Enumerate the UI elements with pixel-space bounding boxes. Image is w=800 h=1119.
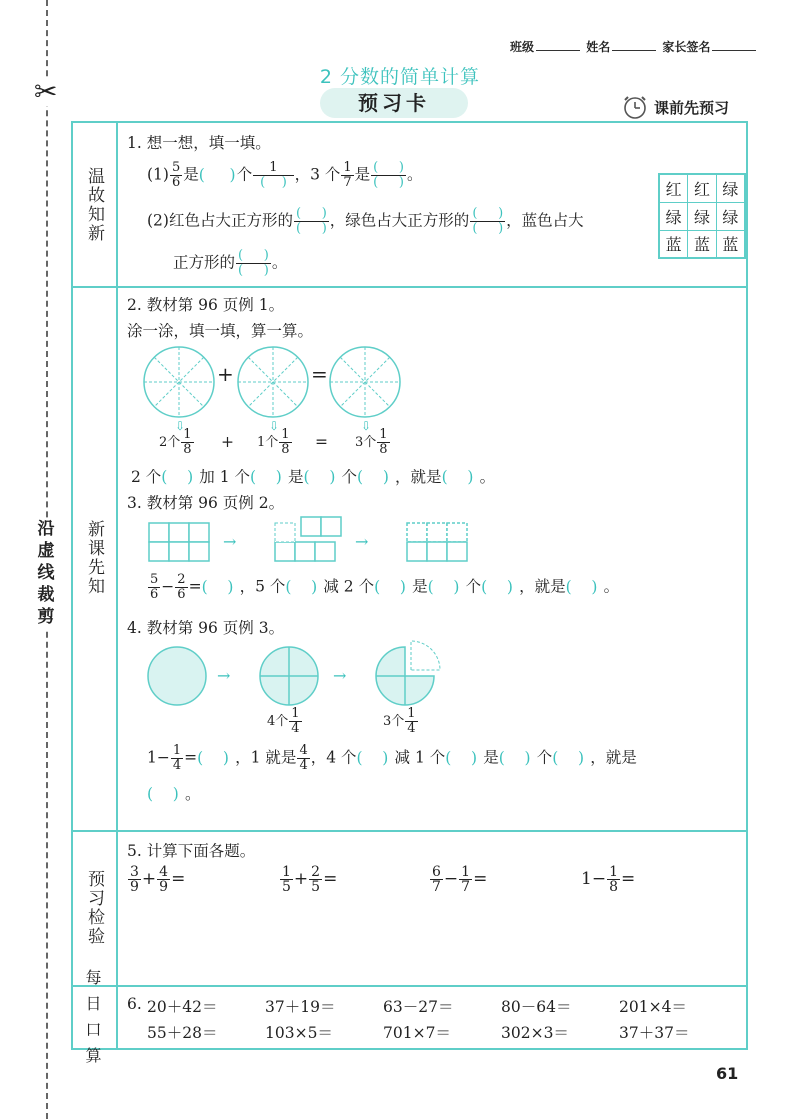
q3-sentence: $\frac{5}{6}$ − $\frac{2}{6}$ =( ) ，5 个( ) 减 2 个( ) 是( ) 个( ) ，就是( ) 。: [150, 572, 620, 602]
eighth-circle: [238, 347, 308, 433]
q4-sentence-tail: ( ) 。: [147, 785, 201, 803]
scissors-icon: ✂: [34, 75, 58, 108]
answer-blank[interactable]: ( ): [285, 577, 318, 596]
plus-sign: +: [217, 362, 234, 386]
quarter-circles: [143, 642, 453, 712]
answer-blank[interactable]: $\frac{( )}{( )}$: [472, 206, 504, 236]
q6-row-2: 55＋28＝ 103×5＝ 701×7＝ 302×3＝ 37＋37＝: [147, 1024, 690, 1042]
answer-blank[interactable]: ( ): [260, 175, 287, 190]
answer-blank[interactable]: ( ): [498, 748, 531, 767]
q1-part2-cont: 正方形的 $\frac{( )}{( )}$ 。: [173, 248, 288, 278]
class-blank[interactable]: [536, 40, 580, 51]
q2-instruction: 涂一涂，填一填，算一算。: [127, 322, 314, 340]
q5-item-3: $\frac{6}{7}$ − $\frac{1}{7}$ =: [432, 864, 488, 895]
right-arrow-icon: →: [217, 666, 231, 685]
q1-part2: (2)红色占大正方形的 $\frac{( )}{( )}$ ，绿色占大正方形的 $\frac{( )}{( )}$ ，蓝色占大: [147, 206, 584, 236]
right-arrow-icon: →: [333, 666, 347, 685]
answer-blank[interactable]: ( ): [303, 468, 336, 486]
answer-blank[interactable]: $\frac{( )}{( )}$: [295, 206, 327, 236]
name-blank[interactable]: [612, 40, 656, 51]
student-info: 班级 姓名 家长签名: [510, 38, 758, 55]
q1-title: 1. 想一想，填一填。: [127, 134, 271, 152]
color-grid: 红 红 绿 绿 绿 绿 蓝 蓝 蓝: [658, 173, 746, 259]
answer-blank[interactable]: ( ): [445, 748, 478, 767]
q3-title: 3. 教材第 96 页例 2。: [127, 494, 285, 512]
answer-blank[interactable]: ( ): [357, 468, 389, 486]
label-1-eighth: 1个 $\frac{1}{8}$: [257, 427, 290, 457]
chapter-title: 2 分数的简单计算: [319, 66, 481, 88]
worksheet-frame: 温故知新 新课先知 预习检验 每日口算 1. 想一想，填一填。 (1) $\frac{5}{6}$ 是( )个 $\frac{1}{( )}$ ，3 个 $\frac{1}{7}$ 是 $\frac{( )}{( )}$ 。 (2)红色占大正方形的 $\frac{( )}{( )}$ ，绿色占大正方形的 $\frac{( )}{( )}$ ，蓝色占大 正方形的 $\frac{( )}{( )}$ 。 红 红 绿 绿 绿 绿 蓝 蓝 蓝 2. 教材第 96 页例 1。 涂一涂，填一填，算一算。 ⇩ ⇩ ⇩ + = 2个 $\frac{1}{8}$ + 1个 $\frac{1}{8}$ = 3个 $\frac{1}{8}$ 2 个( ) 加 1 个( ) 是( ) 个( ) ，就是( ) 。 3. 教材第 96 页例 2。 → → $\frac{5}{6}$ − $\frac{2}{6}$ =( ) ，5 个( ) 减 2 个( ) 是( ) 个( ) ，就是( ) 。 4. 教材第 96 页例 3。 → → 4个 $\frac{1}{4}$ 3个 $\frac{1}{4}$ 1− $\frac{1}{4}$ =( ) ，1 就是 $\frac{4}{4}$ ，4 个( ) 减 1 个( ) 是( ) 个( ) ，就是 ( ) 。 5. 计算下面各题。 $\frac{3}{9}$ + $\frac{4}{9}$ = $\frac{1}{5}$ + $\frac{2}{5}$ = $\frac{6}{7}$ − $\frac{1}{7}$ = 1− $\frac{1}{8}$ = 6. 20＋42＝ 37＋19＝ 63－27＝ 80－64＝ 201×4＝ 55＋28＝ 103×5＝ 701×7＝ 302×3＝ 37＋37＝: [71, 121, 748, 1050]
q4-title: 4. 教材第 96 页例 3。: [127, 619, 285, 637]
down-arrow-icon: ⇩: [269, 419, 280, 433]
six-sixths-rect: [149, 523, 209, 561]
card-title: 预习卡: [320, 88, 468, 118]
q6-prefix: 6.: [127, 995, 142, 1013]
answer-blank[interactable]: ( ): [356, 748, 389, 767]
answer-blank[interactable]: ( ): [565, 577, 598, 596]
q2-title: 2. 教材第 96 页例 1。: [127, 296, 285, 314]
answer-blank[interactable]: ( ): [481, 577, 513, 596]
whole-circle: [148, 647, 206, 705]
right-arrow-icon: →: [355, 532, 369, 551]
four-quarters-circle: [260, 647, 318, 705]
answer-blank[interactable]: ( ): [198, 165, 236, 184]
answer-blank[interactable]: ( ): [427, 577, 460, 596]
down-arrow-icon: ⇩: [361, 419, 372, 433]
cut-instruction: 沿虚线裁剪: [34, 518, 58, 628]
split-sixths-rect: [275, 517, 341, 561]
section-check: 预习检验: [73, 830, 118, 985]
eighth-circles: [143, 340, 443, 433]
q5-title: 5. 计算下面各题。: [127, 842, 256, 860]
label-4-quarters: 4个 $\frac{1}{4}$: [267, 706, 300, 736]
q1-part1: (1) $\frac{5}{6}$ 是( )个 $\frac{1}{( )}$ ，3 个 $\frac{1}{7}$ 是 $\frac{( )}{( )}$ 。: [147, 160, 423, 190]
answer-blank[interactable]: ( ): [250, 468, 282, 486]
label-3-eighths: 3个 $\frac{1}{8}$: [355, 427, 388, 457]
section-daily: 每日口算: [73, 985, 118, 1048]
answer-blank[interactable]: $\frac{( )}{( )}$: [373, 160, 404, 190]
down-arrow-icon: ⇩: [175, 419, 186, 433]
answer-blank[interactable]: ( ): [552, 748, 585, 767]
eighth-circle: [330, 347, 400, 433]
q6-row-1: 20＋42＝ 37＋19＝ 63－27＝ 80－64＝ 201×4＝: [147, 998, 687, 1016]
three-quarters-circle: [376, 641, 440, 705]
label-2-eighths: 2个 $\frac{1}{8}$: [159, 427, 192, 457]
label-3-quarters: 3个 $\frac{1}{4}$: [383, 706, 416, 736]
eighth-circle: [144, 347, 214, 433]
preview-tag: 课前先预习: [622, 94, 729, 120]
answer-blank[interactable]: ( ): [161, 468, 194, 486]
answer-blank[interactable]: ( ): [197, 748, 229, 767]
q5-item-4: 1− $\frac{1}{8}$ =: [581, 864, 636, 895]
answer-blank[interactable]: ( ): [441, 468, 474, 486]
section-learn: 新课先知: [73, 286, 118, 830]
q2-sentence: 2 个( ) 加 1 个( ) 是( ) 个( ) ，就是( ) 。: [131, 468, 496, 486]
q5-item-1: $\frac{3}{9}$ + $\frac{4}{9}$ =: [130, 864, 186, 895]
section-review: 温故知新: [73, 123, 118, 286]
answer-blank[interactable]: ( ): [374, 577, 406, 596]
parent-sign-blank[interactable]: [712, 40, 756, 51]
sixth-rectangles: [143, 517, 473, 567]
answer-blank[interactable]: $\frac{( )}{( )}$: [238, 248, 269, 278]
answer-blank[interactable]: ( ): [201, 577, 234, 596]
q5-item-2: $\frac{1}{5}$ + $\frac{2}{5}$ =: [282, 864, 338, 895]
four-sixths-rect: [407, 523, 467, 561]
right-arrow-icon: →: [223, 532, 237, 551]
clock-icon: [622, 94, 648, 120]
equals-sign: =: [311, 362, 328, 386]
q4-sentence: 1− $\frac{1}{4}$ =( ) ，1 就是 $\frac{4}{4}$ ，4 个( ) 减 1 个( ) 是( ) 个( ) ，就是: [147, 743, 637, 773]
page-number: 61: [716, 1064, 739, 1083]
answer-blank[interactable]: ( ): [147, 785, 179, 803]
